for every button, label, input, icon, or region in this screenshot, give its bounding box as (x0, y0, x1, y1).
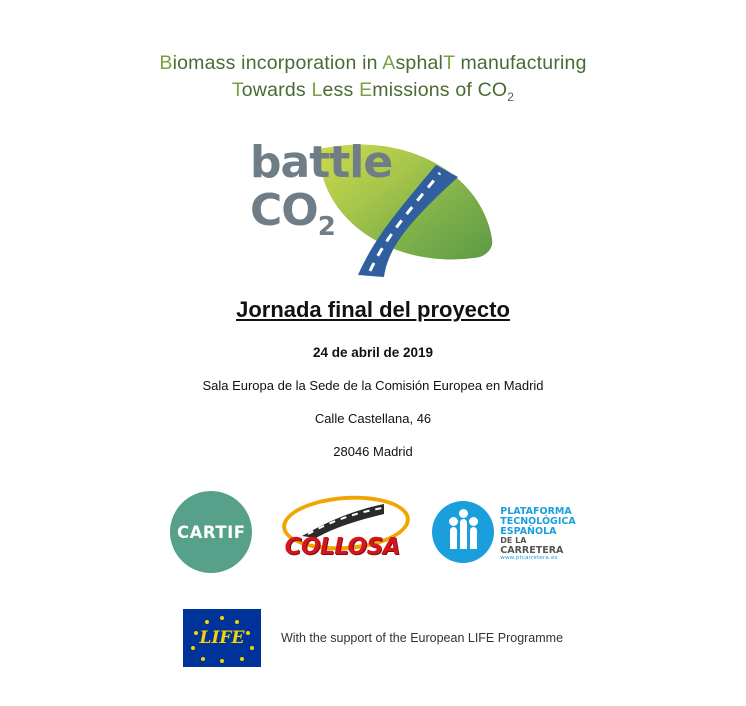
petc-logo (432, 494, 575, 570)
event-street: Calle Castellana, 46 (314, 411, 432, 427)
petc-url: www.ptcarretera.es (500, 555, 558, 562)
collosa-logo-label: COLLOSA (284, 534, 400, 561)
petc-circle-icon (432, 501, 494, 563)
petc-line-1: TECNOLÓGICA (500, 515, 576, 527)
petc-line-prefix: PLATAFORMA (500, 505, 572, 517)
petc-line-4: CARRETERA (500, 544, 564, 556)
petc-line-2: ESPAÑOLA (500, 526, 557, 538)
project-logo-word-bottom: $CO_2$ (250, 185, 335, 243)
cartif-logo (170, 491, 252, 573)
collosa-road-icon (300, 502, 386, 538)
petc-line-3: DE LA (500, 536, 527, 546)
collosa-logo (278, 490, 406, 574)
title-line-2: Towards Less Emissions of $CO_2$ (231, 78, 515, 104)
title-line-1: Biomass incorporation in AsphalT manufacturing (159, 52, 587, 74)
petc-text-block (500, 503, 575, 563)
eu-flag-icon (183, 609, 261, 667)
event-heading: Jornada final del proyecto (236, 297, 510, 323)
project-logo-word-top: battle (250, 137, 393, 189)
life-flag-label: LIFE (199, 628, 245, 649)
cartif-logo-label: CARTIF (177, 522, 246, 542)
event-postal-city: 28046 Madrid (333, 444, 413, 460)
page-title (159, 50, 586, 105)
partner-logos (170, 489, 575, 575)
event-venue: Sala Europa de la Sede de la Comisión Europea en Madrid (202, 378, 544, 394)
life-support-text: With the support of the European LIFE Programme (280, 631, 564, 646)
life-footer (183, 609, 563, 667)
project-logo (248, 129, 498, 279)
event-date: 24 de abril de 2019 (312, 345, 434, 361)
